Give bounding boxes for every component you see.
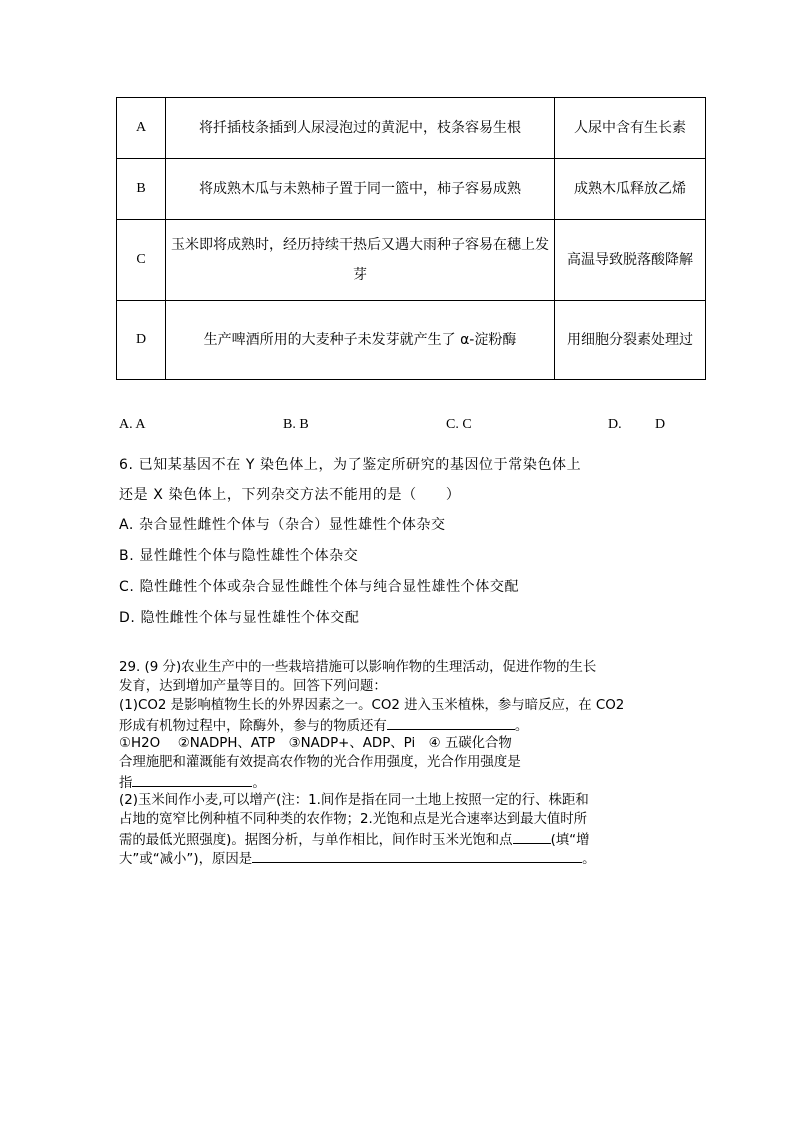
text-line	[119, 848, 679, 867]
question-29	[119, 658, 679, 867]
text-line: 发育，达到增加产量等目的。回答下列问题：	[119, 679, 387, 694]
answer-blank[interactable]	[387, 715, 515, 730]
text-line: (1)CO2 是影响植物生长的外界因素之一。CO2 进入玉米植株，参与暗反应，在 CO2	[119, 698, 625, 713]
text-line: 占地的宽窄比例种植不同种类的农作物；2.光饱和点是光合速率达到最大值时所	[119, 812, 588, 827]
options-table	[116, 97, 706, 380]
row-description: 将成熟木瓜与未熟柿子置于同一篮中，柿子容易成熟	[166, 159, 555, 220]
row-description: 玉米即将成熟时，经历持续干热后又遇大雨种子容易在穗上发芽	[166, 220, 555, 301]
answer-blank[interactable]	[132, 772, 252, 787]
option-b: B. 显性雌性个体与隐性雄性个体杂交	[119, 548, 359, 564]
row-explanation: 成熟木瓜释放乙烯	[555, 159, 706, 220]
question-stem: 6. 已知某基因不在 Y 染色体上，为了鉴定所研究的基因位于常染色体上	[119, 457, 582, 473]
text-line: 29. (9 分)农业生产中的一些栽培措施可以影响作物的生理活动，促进作物的生长	[119, 660, 597, 675]
choice-d-value: D	[655, 417, 666, 432]
text-line	[119, 829, 679, 848]
text-segment: 形成有机物过程中，除酶外，参与的物质还有	[119, 719, 387, 734]
choice-a: A. A	[119, 417, 146, 432]
answer-choices	[0, 417, 794, 437]
table-row	[117, 301, 706, 380]
text-line: ①H2O ②NADPH、ATP ③NADP+、ADP、Pi ④ 五碳化合物	[119, 736, 512, 751]
text-line	[119, 715, 679, 734]
question-6	[119, 450, 689, 634]
text-segment: 。	[252, 776, 266, 791]
row-letter: C	[117, 220, 166, 301]
choice-c: C. C	[446, 417, 472, 432]
option-a: A. 杂合显性雌性个体与（杂合）显性雄性个体杂交	[119, 517, 446, 533]
row-explanation: 人尿中含有生长素	[555, 98, 706, 159]
text-line: (2)玉米间作小麦,可以增产(注：1.间作是指在同一土地上按照一定的行、株距和	[119, 793, 589, 808]
text-line	[119, 772, 679, 791]
question-stem: 还是 X 染色体上，下列杂交方法不能用的是（ ）	[119, 487, 461, 503]
row-letter: B	[117, 159, 166, 220]
row-explanation: 用细胞分裂素处理过	[555, 301, 706, 380]
row-letter: D	[117, 301, 166, 380]
row-letter: A	[117, 98, 166, 159]
row-explanation: 高温导致脱落酸降解	[555, 220, 706, 301]
option-d: D. 隐性雌性个体与显性雄性个体交配	[119, 610, 360, 626]
row-description: 生产啤酒所用的大麦种子未发芽就产生了 α-淀粉酶	[166, 301, 555, 380]
text-segment: 需的最低光照强度)。据图分析，与单作相比，间作时玉米光饱和点	[119, 833, 513, 848]
text-segment: (填“增	[550, 833, 590, 848]
text-segment: 指	[119, 776, 133, 791]
option-c: C. 隐性雌性个体或杂合显性雌性个体与纯合显性雄性个体交配	[119, 579, 520, 595]
table-row	[117, 159, 706, 220]
choice-d-label: D.	[608, 417, 622, 432]
answer-blank[interactable]	[513, 829, 551, 844]
text-segment: 。	[514, 719, 529, 734]
choice-b: B. B	[283, 417, 309, 432]
table-row	[117, 220, 706, 301]
text-line: 合理施肥和灌溉能有效提高农作物的光合作用强度，光合作用强度是	[119, 755, 521, 770]
table-row	[117, 98, 706, 159]
text-segment: 。	[582, 852, 596, 867]
answer-blank[interactable]	[252, 848, 582, 863]
row-description: 将扦插枝条插到人尿浸泡过的黄泥中，枝条容易生根	[166, 98, 555, 159]
text-segment: 大”或“减小”)，原因是	[119, 852, 253, 867]
